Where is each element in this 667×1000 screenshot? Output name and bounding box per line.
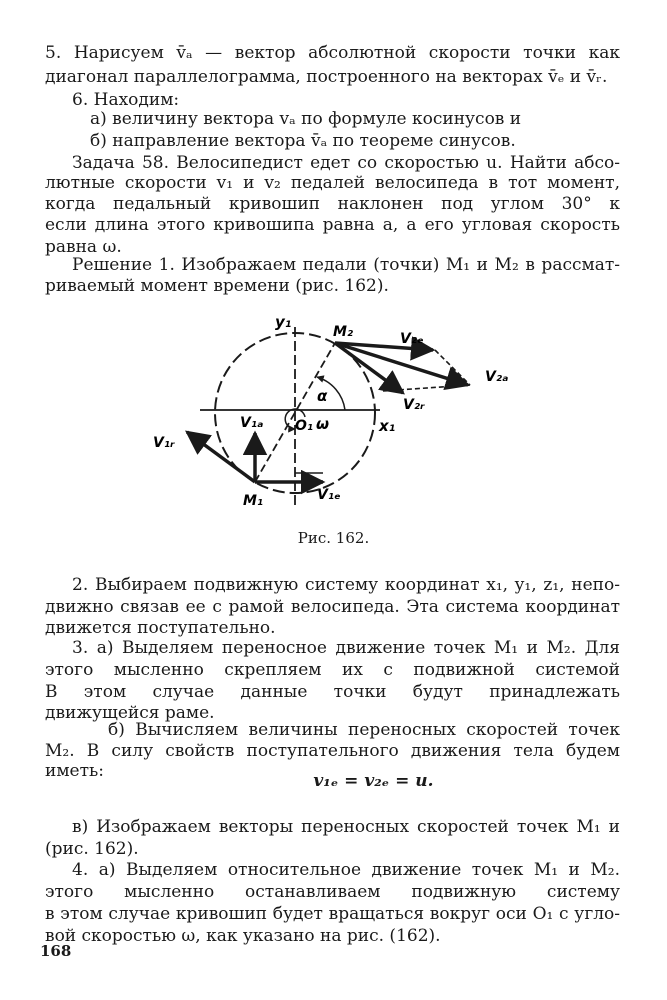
label-v1e: V₁ₑ <box>317 487 341 503</box>
text-line-9: если длина этого кривошипа равна a, а его угловая скорость <box>45 215 620 235</box>
text-line-5: б) направление вектора v̄ₐ по теореме синусов. <box>90 131 516 151</box>
text-line-15: движется поступательно. <box>45 618 276 638</box>
text-line-7: лютные скорости v₁ и v₂ педалей велосипеда в тот момент, <box>45 173 620 193</box>
text-line-11: Решение 1. Изображаем педали (точки) M₁ и M₂ в рассмат- <box>72 255 620 275</box>
text-line-28: вой скоростью ω, как указано на рис. (162). <box>45 926 441 946</box>
vector-v2r <box>335 343 403 393</box>
text-line-13: 2. Выбираем подвижную систему координат x₁, y₁, z₁, непо- <box>72 575 620 595</box>
label-v2e: V₂ₑ <box>400 331 424 347</box>
text-line-3: 6. Находим: <box>72 90 180 110</box>
text-line-14: движно связав ее с рамой велосипеда. Эта система координат <box>45 597 620 617</box>
label-m1: M₁ <box>243 493 264 509</box>
text-line-2: диагонал параллелограмма, построенного на векторах v̄ₑ и v̄ᵣ. <box>45 67 608 87</box>
text-line-12: риваемый момент времени (рис. 162). <box>45 276 389 296</box>
label-v2a: V₂ₐ <box>485 369 509 385</box>
figure-162 <box>145 305 525 520</box>
text-line-22: иметь: <box>45 761 105 781</box>
text-line-8: когда педальный кривошип наклонен под углом 30° к <box>45 194 620 214</box>
text-line-6: Задача 58. Велосипедист едет со скоростью u. Найти абсо- <box>72 153 620 173</box>
text-line-26: этого мысленно останавливаем подвижную систему <box>45 882 620 902</box>
text-line-17: этого мысленно скрепляем их с подвижной системой <box>45 660 620 680</box>
label-v1a: V₁ₐ <box>240 415 264 431</box>
label-y1: y₁ <box>275 313 292 331</box>
label-omega: ω <box>316 415 330 433</box>
label-v1r: V₁ᵣ <box>153 435 175 451</box>
text-line-18: В этом случае данные точки будут принадлежать <box>45 682 620 702</box>
text-line-23: в) Изображаем векторы переносных скоростей точек M₁ и <box>72 817 620 837</box>
text-line-20: б) Вычисляем величины переносных скоростей точек <box>108 720 620 740</box>
figure-caption: Рис. 162. <box>297 529 370 547</box>
label-v2r: V₂ᵣ <box>403 397 425 413</box>
text-line-21: M₂. В силу свойств поступательного движения тела будем <box>45 741 620 761</box>
vector-v1r <box>187 432 255 482</box>
text-line-24: (рис. 162). <box>45 839 139 859</box>
label-o1: O₁ <box>295 418 314 434</box>
text-line-19: движущейся раме. <box>45 703 215 723</box>
text-line-4: а) величину вектора vₐ по формуле косинусов и <box>90 109 522 129</box>
label-alpha: α <box>317 387 328 405</box>
page-number: 168 <box>40 942 72 960</box>
text-line-10: равна ω. <box>45 237 122 257</box>
formula-velocity: v₁ₑ = v₂ₑ = u. <box>313 771 434 791</box>
label-x1: x₁ <box>379 417 396 435</box>
text-line-27: в этом случае кривошип будет вращаться вокруг оси O₁ с угло- <box>45 904 620 924</box>
label-m2: M₂ <box>333 324 354 340</box>
text-line-16: 3. а) Выделяем переносное движение точек M₁ и M₂. Для <box>72 638 620 658</box>
text-line-1: 5. Нарисуем v̄ₐ — вектор абсолютной скорости точки как <box>45 43 620 63</box>
text-line-25: 4. а) Выделяем относительное движение точек M₁ и M₂. <box>72 860 620 880</box>
